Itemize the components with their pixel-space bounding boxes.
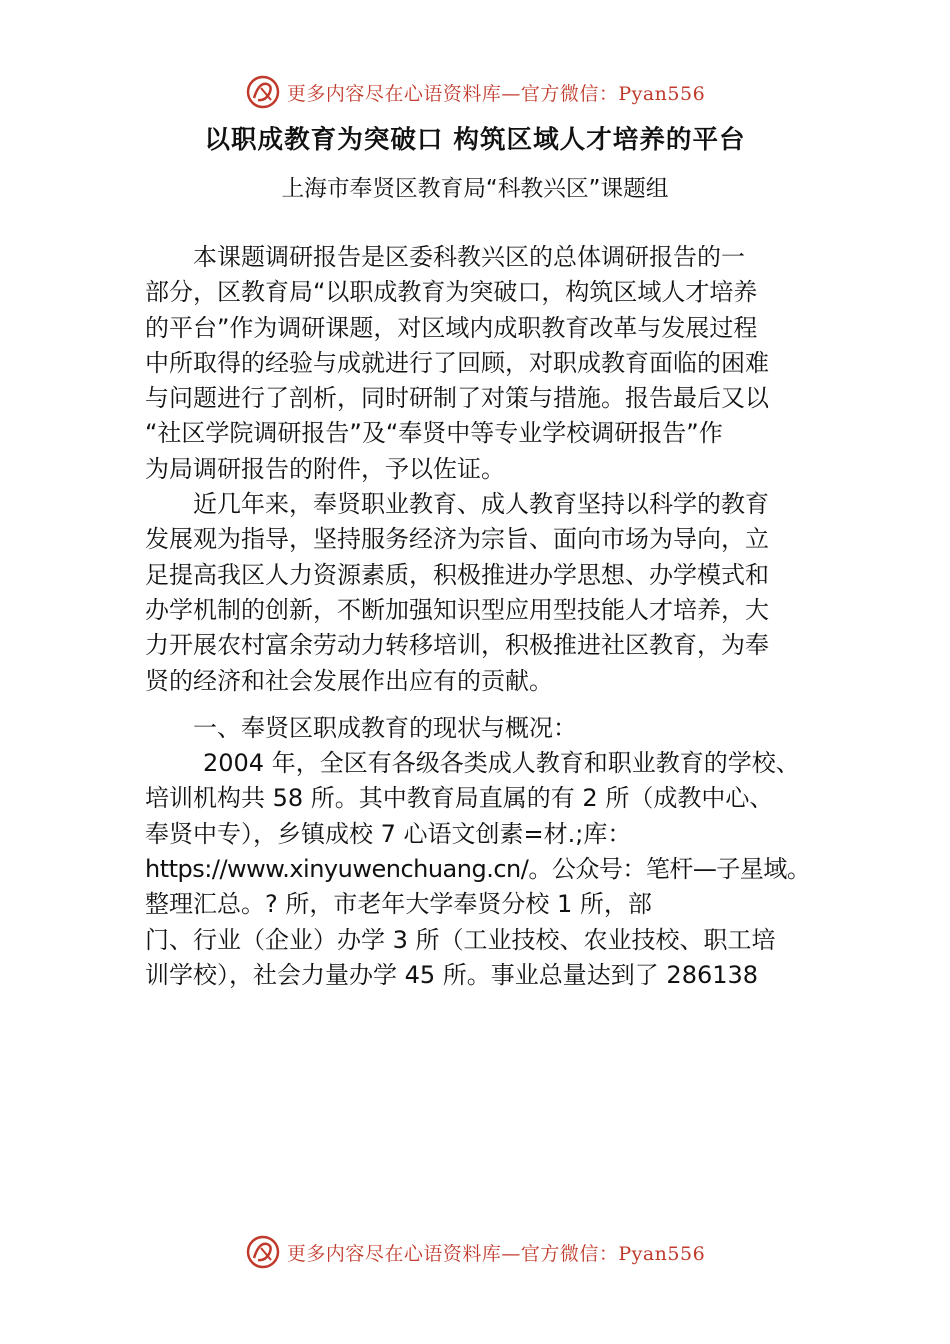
paragraph-3-line: https://www.xinyuwenchuang.cn/。公众号：笔杆—子星域。 [145,855,811,884]
paragraph-1-line: 中所取得的经验与成就进行了回顾，对职成教育面临的困难 [145,348,769,377]
header-banner [0,70,950,114]
paragraph-1-line: 与问题进行了剖析，同时研制了对策与措施。报告最后又以 [145,384,769,413]
document-body [145,240,810,993]
paragraph-2-line: 贤的经济和社会发展作出应有的贡献。 [145,666,553,695]
paragraph-3-line: 奉贤中专），乡镇成校 7 心语文创素=材.;库： [145,819,632,848]
banner-text: 更多内容尽在心语资料库—官方微信：Pyan556 [286,1242,706,1265]
paragraph-2-line: 足提高我区人力资源素质，积极推进办学思想、办学模式和 [145,560,769,589]
paragraph-2-line: 近几年来，奉贤职业教育、成人教育坚持以科学的教育 [193,490,769,519]
document-subtitle: 上海市奉贤区教育局“科教兴区”课题组 [281,176,669,202]
banner-text: 更多内容尽在心语资料库—官方微信：Pyan556 [286,82,706,105]
paragraph-1-line: “社区学院调研报告”及“奉贤中等专业学校调研报告”作 [145,419,723,448]
section-1-heading: 一、奉贤区职成教育的现状与概况： [193,713,577,742]
paragraph-1-line: 的平台”作为调研课题，对区域内成职教育改革与发展过程 [145,313,758,342]
paragraph-3-line: 门、行业（企业）办学 3 所（工业技校、农业技校、职工培 [145,925,776,954]
paragraph-1-line: 本课题调研报告是区委科教兴区的总体调研报告的一 [193,243,745,271]
paragraph-3-line: 整理汇总。? 所，市老年大学奉贤分校 1 所，部 [145,890,652,919]
footer-banner [0,1230,950,1274]
paragraph-1-line: 为局调研报告的附件，予以佐证。 [145,454,505,483]
paragraph-2-line: 发展观为指导，坚持服务经济为宗旨、面向市场为导向，立 [145,525,769,554]
paragraph-3-line: 培训机构共 58 所。其中教育局直属的有 2 所（成教中心、 [145,784,774,813]
paragraph-3-line: 2004 年，全区有各级各类成人教育和职业教育的学校、 [203,749,800,778]
red-seal-logo-icon [245,1234,281,1270]
paragraph-2-line: 力开展农村富余劳动力转移培训，积极推进社区教育，为奉 [145,631,769,660]
paragraph-3-line: 训学校），社会力量办学 45 所。事业总量达到了 286138 [145,960,759,989]
document-title: 以职成教育为突破口 构筑区域人才培养的平台 [204,125,746,155]
red-seal-logo-icon [245,74,281,110]
paragraph-1-line: 部分，区教育局“以职成教育为突破口，构筑区域人才培养 [145,278,758,307]
paragraph-2-line: 办学机制的创新，不断加强知识型应用型技能人才培养，大 [145,595,769,624]
